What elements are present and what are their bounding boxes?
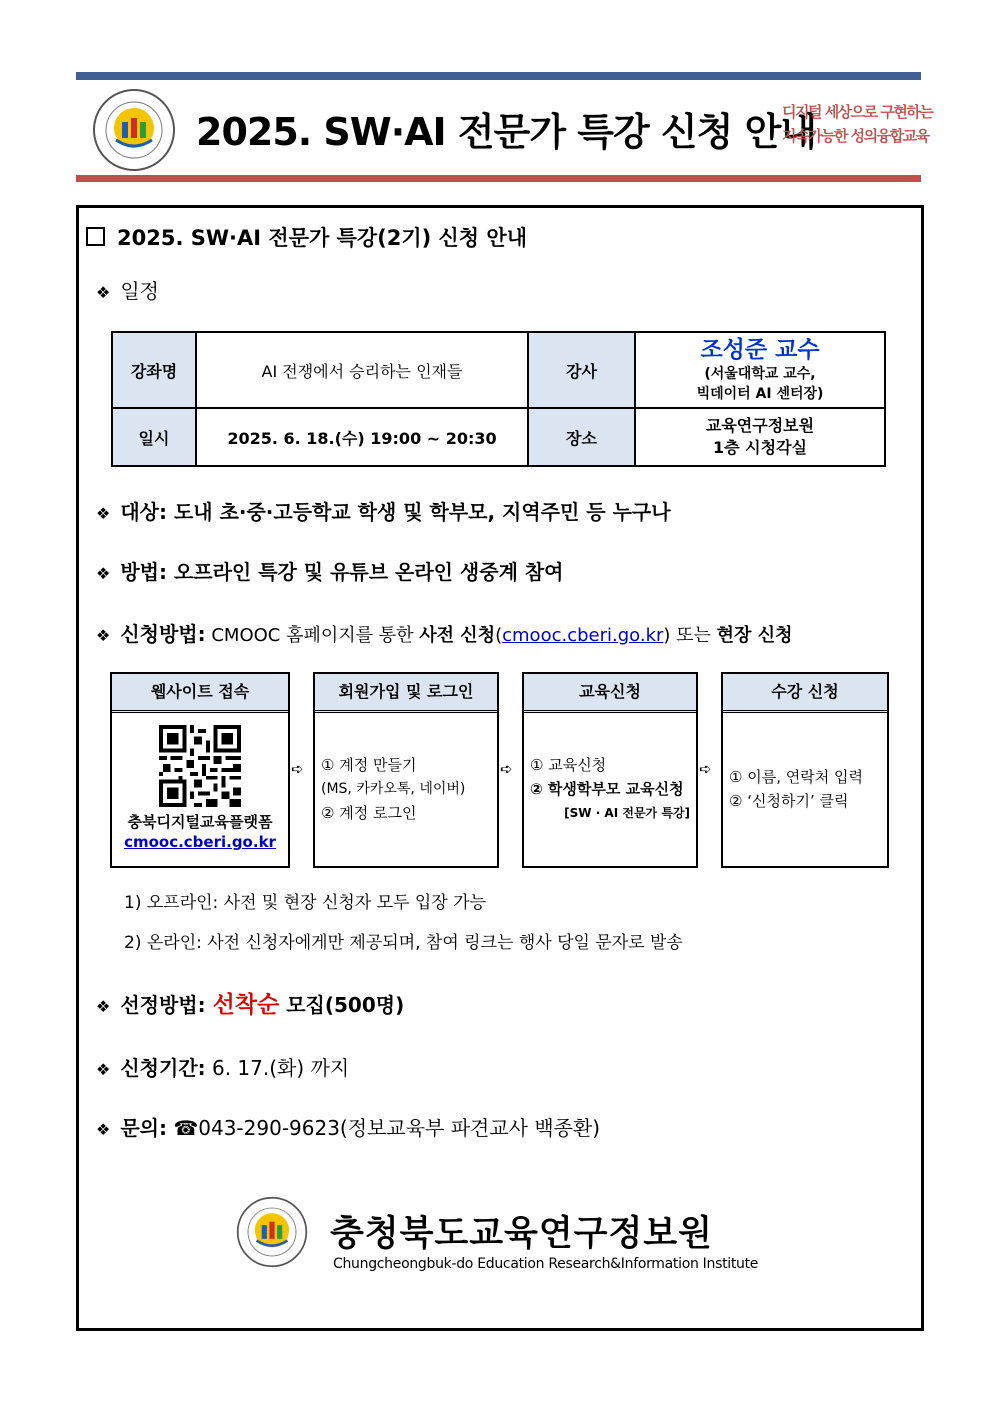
step-line-1: ① 이름, 연락처 입력 <box>729 768 863 786</box>
step-enroll <box>721 672 889 868</box>
step-line-3: [SW · AI 전문가 특강] <box>564 806 690 820</box>
diamond-bullet-icon: ❖ <box>96 626 111 645</box>
slogan-line-1: 디지털 세상으로 구현하는 <box>782 103 933 121</box>
step-body <box>112 725 288 851</box>
contact-phone: ☎043-290-9623(정보교육부 파견교사 백종환) <box>173 1116 601 1140</box>
step-line-1: ① 계정 만들기 <box>321 756 417 774</box>
qr-code-icon[interactable] <box>159 725 241 807</box>
schedule-table <box>111 331 886 467</box>
target-value: 도내 초·중·고등학교 학생 및 학부모, 지역주민 등 누구나 <box>173 500 671 524</box>
apply-paren-open: ( <box>495 625 503 646</box>
selection-rest: 모집(500명) <box>286 993 405 1017</box>
apply-text-2: 또는 <box>676 625 711 646</box>
method-value: 오프라인 특강 및 유튜브 온라인 생중계 참여 <box>173 560 564 584</box>
step-signup <box>313 672 499 868</box>
place-line-1: 교육연구정보원 <box>705 416 815 435</box>
diamond-bullet-icon: ❖ <box>96 1060 111 1079</box>
step-title: 웹사이트 접속 <box>112 674 288 713</box>
note-offline: 1) 오프라인: 사전 및 현장 신청자 모두 입장 가능 <box>124 893 487 913</box>
step-title: 수강 신청 <box>723 674 887 713</box>
method-bullet <box>96 556 564 585</box>
header-bottom-bar <box>76 175 921 182</box>
note-online: 2) 온라인: 사전 신청자에게만 제공되며, 참여 링크는 행사 당일 문자로 발송 <box>124 933 683 953</box>
institute-seal-icon <box>92 88 176 172</box>
section-heading <box>86 222 527 252</box>
apply-bullet <box>96 618 793 647</box>
date-value: 2025. 6. 18.(수) 19:00 ~ 20:30 <box>196 408 528 466</box>
diamond-bullet-icon: ❖ <box>96 283 111 302</box>
diamond-bullet-icon: ❖ <box>96 1120 111 1139</box>
footer-org-name: 충청북도교육연구정보원 <box>330 1214 713 1254</box>
step-title: 교육신청 <box>524 674 696 713</box>
lecturer-affil-1: (서울대학교 교수, <box>704 366 816 382</box>
diamond-bullet-icon: ❖ <box>96 504 111 523</box>
slogan <box>782 100 933 148</box>
arrow-right-icon: ➪ <box>500 760 513 778</box>
lecturer-affil-2: 빅데이터 AI 센터장) <box>696 386 824 402</box>
slogan-line-2: 지속가능한 성의융합교육 <box>782 127 929 145</box>
lecturer-label: 강사 <box>528 332 635 408</box>
footer-org-name-en: Chungcheongbuk-do Education Research&Information Institute <box>333 1256 759 1272</box>
page-title: 2025. SW·AI 전문가 특강 신청 안내 <box>196 110 816 154</box>
contact-label: 문의: <box>120 1116 167 1140</box>
place-label: 장소 <box>528 408 635 466</box>
header-top-bar <box>76 72 921 80</box>
selection-bullet <box>96 986 404 1019</box>
step-body <box>524 713 696 835</box>
period-value: 6. 17.(화) 까지 <box>211 1056 350 1080</box>
step-line-2: (MS, 카카오톡, 네이버) <box>321 781 466 797</box>
step-course-apply <box>522 672 698 868</box>
section-heading-text: 2025. SW·AI 전문가 특강(2기) 신청 안내 <box>117 226 527 250</box>
schedule-bullet <box>96 275 159 304</box>
place-cell <box>635 408 885 466</box>
apply-url-link[interactable]: cmooc.cberi.go.kr <box>502 625 664 646</box>
contact-bullet <box>96 1112 600 1141</box>
period-bullet <box>96 1052 349 1081</box>
period-label: 신청기간: <box>120 1056 206 1080</box>
selection-highlight: 선착순 <box>212 992 280 1018</box>
step-website <box>110 672 290 868</box>
diamond-bullet-icon: ❖ <box>96 997 111 1016</box>
platform-name: 충북디지털교육플랫폼 <box>127 813 273 831</box>
step-line-1: ① 교육신청 <box>530 756 607 774</box>
target-bullet <box>96 496 671 525</box>
step-body <box>723 713 887 823</box>
course-label: 강좌명 <box>112 332 196 408</box>
diamond-bullet-icon: ❖ <box>96 564 111 583</box>
lecturer-cell <box>635 332 885 408</box>
checkbox-icon <box>86 227 105 246</box>
schedule-label: 일정 <box>120 279 159 303</box>
apply-paren-close: ) <box>663 625 671 646</box>
apply-bold-1: 사전 신청 <box>419 625 496 646</box>
step-title: 회원가입 및 로그인 <box>315 674 497 713</box>
arrow-right-icon: ➪ <box>291 760 304 778</box>
course-value: AI 전쟁에서 승리하는 인재들 <box>196 332 528 408</box>
institute-seal-icon <box>236 1196 308 1268</box>
step-line-2: ② 학생학부모 교육신청 <box>530 780 684 798</box>
target-label: 대상: <box>120 500 167 524</box>
selection-label: 선정방법: <box>120 993 206 1017</box>
apply-label: 신청방법: <box>120 622 206 646</box>
step-line-2: ② ‘신청하기’ 클릭 <box>729 792 849 810</box>
lecturer-name: 조성준 교수 <box>700 337 820 363</box>
step-line-3: ② 계정 로그인 <box>321 804 417 822</box>
platform-url-link[interactable]: cmooc.cberi.go.kr <box>124 833 276 851</box>
date-label: 일시 <box>112 408 196 466</box>
method-label: 방법: <box>120 560 167 584</box>
step-body <box>315 713 497 835</box>
arrow-right-icon: ➪ <box>699 760 712 778</box>
place-line-2: 1층 시청각실 <box>713 438 807 457</box>
apply-text-1: CMOOC 홈페이지를 통한 <box>211 625 414 646</box>
apply-bold-2: 현장 신청 <box>716 625 793 646</box>
